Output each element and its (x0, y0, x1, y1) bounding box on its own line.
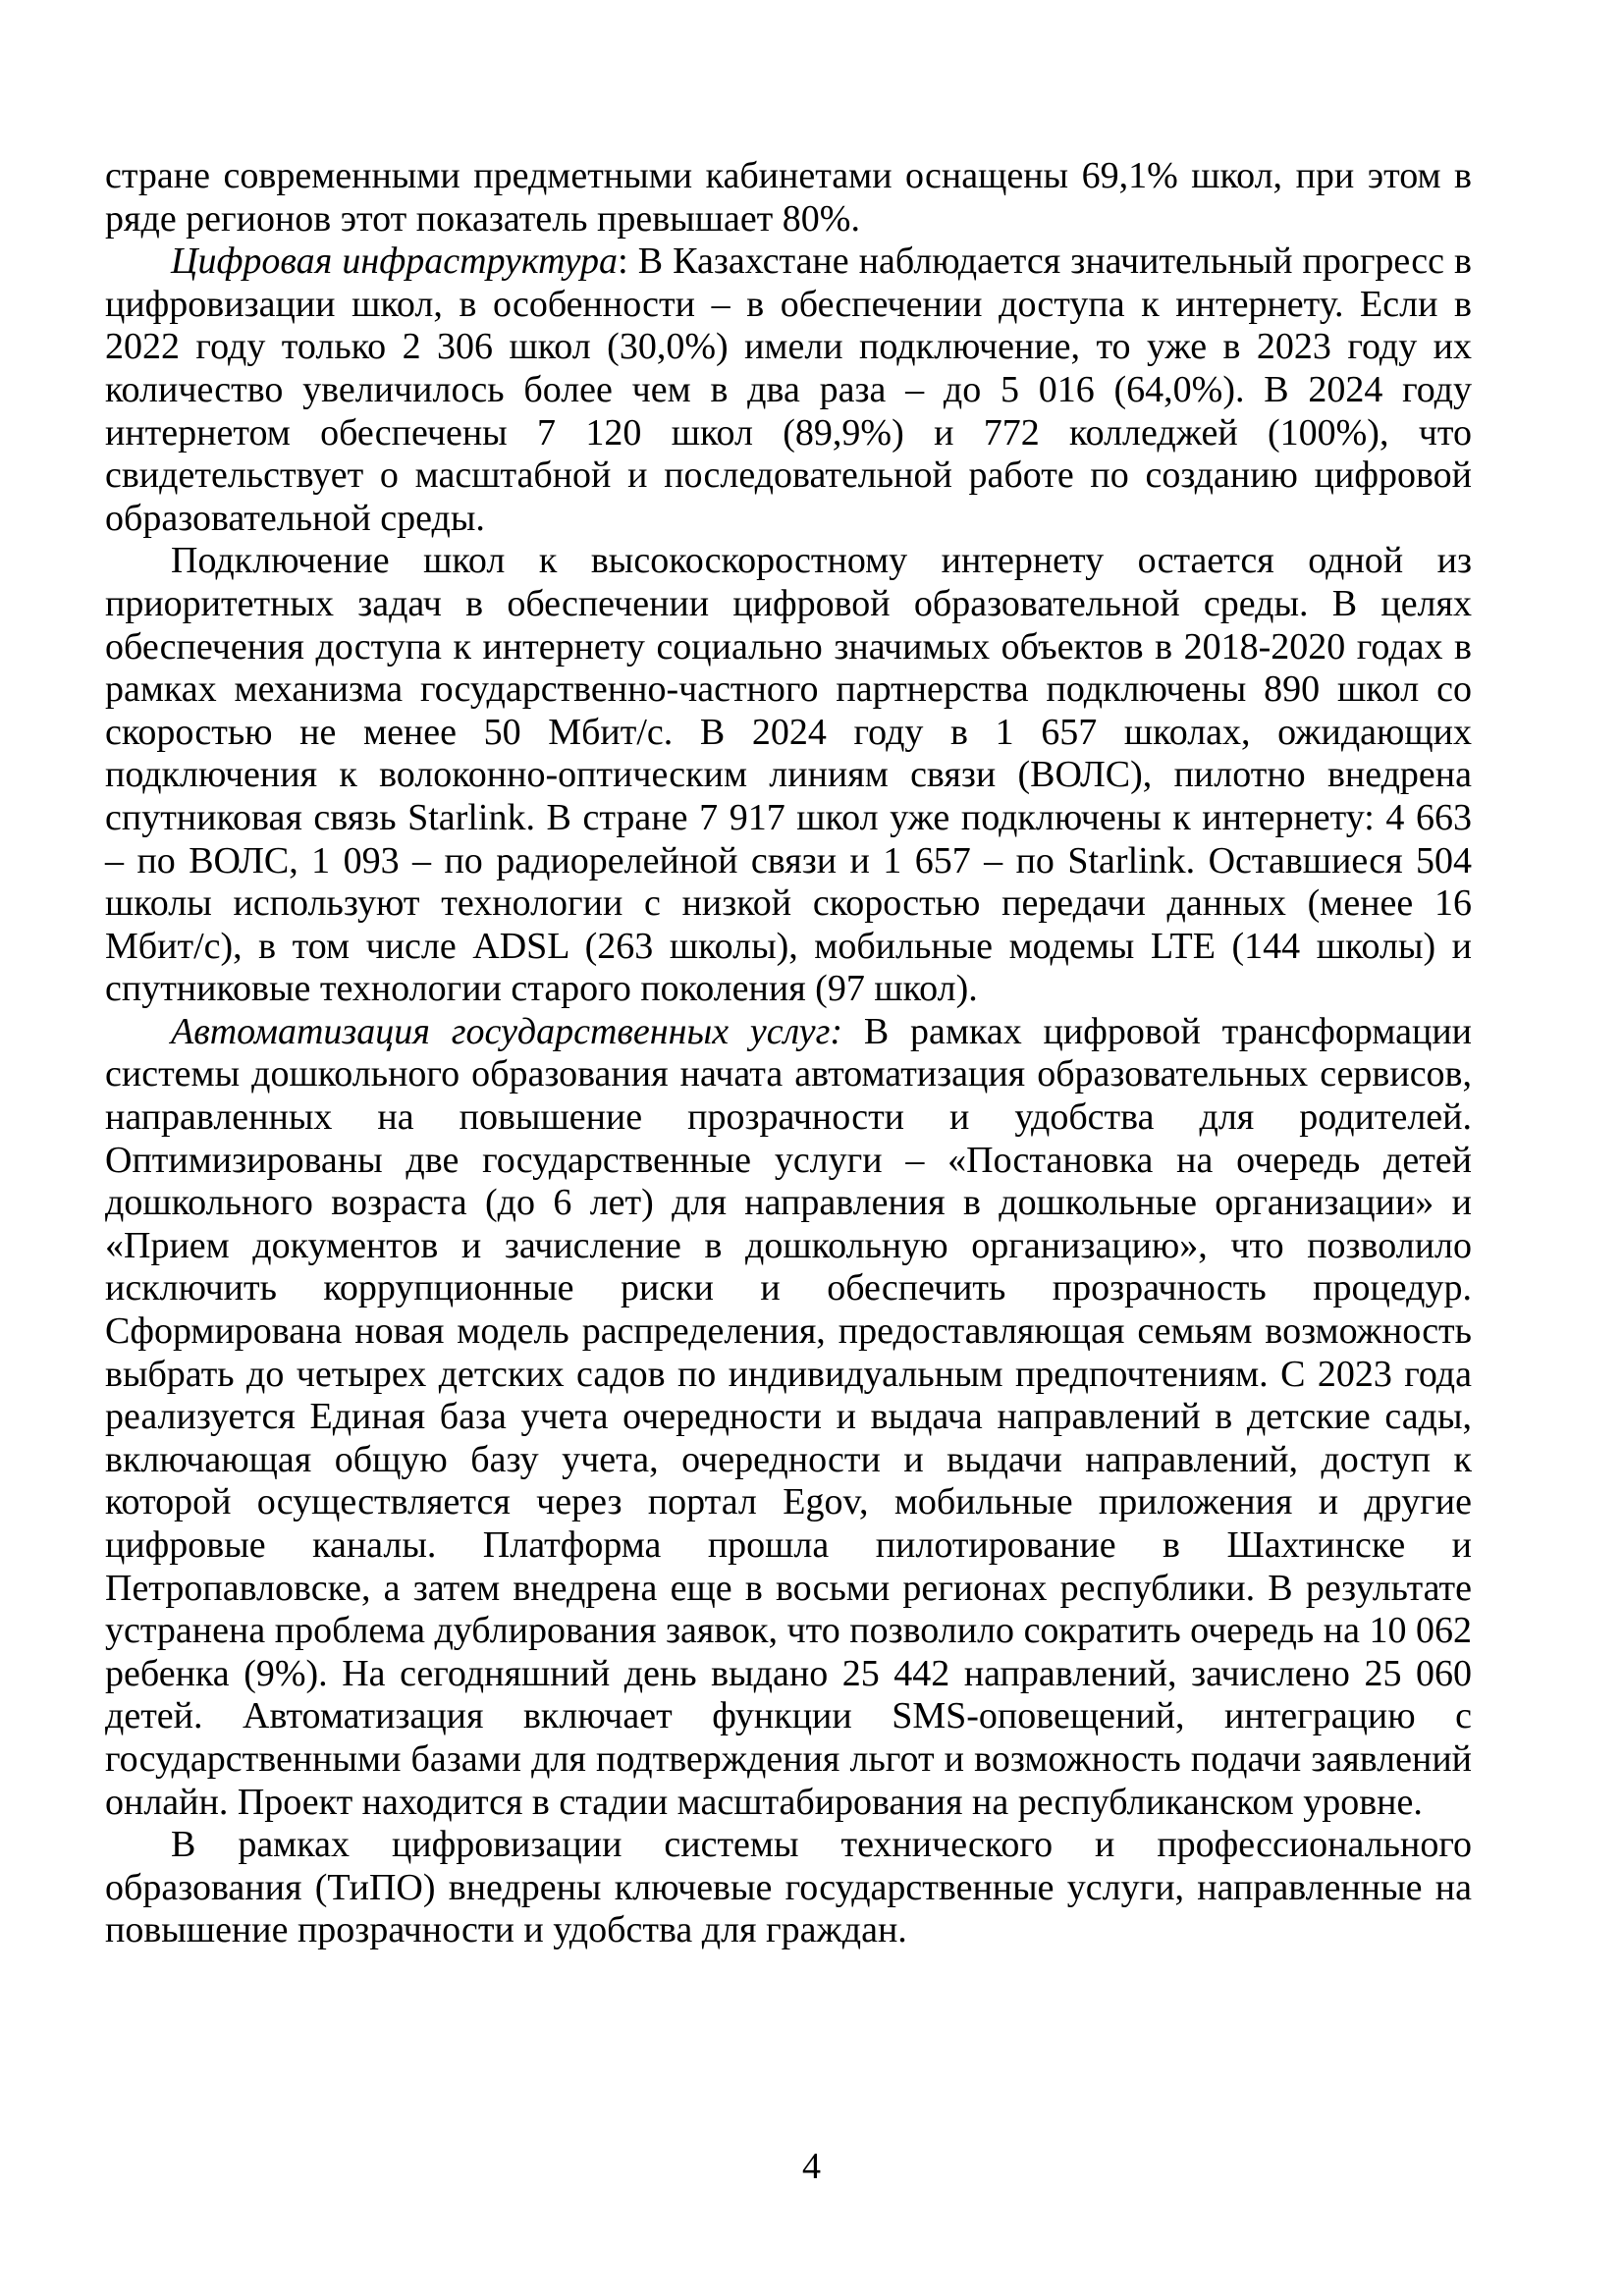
paragraph-lead-italic: Цифровая инфраструктура (171, 240, 619, 283)
paragraph-services-automation (105, 1011, 1472, 1824)
paragraph-text: : В Казахстане наблюдается значительный прогресс в цифровизации школ, в особенности – в обеспечении доступа к интернету. Если в 2022 году только 2 306 школ (30,0%) имели подключение, то уже в 2023 году их количество увеличилось более чем в два раза – до 5 016 (64,0%). В 2024 году интернетом обеспечены 7 120 школ (89,9%) и 772 колледжей (100%), что свидетельствует о масштабной и последовательной работе по созданию цифровой образовательной среды. (105, 240, 1472, 539)
page-body-text (105, 155, 1472, 1952)
paragraph-equipment-stats (105, 155, 1472, 240)
paragraph-text: В рамках цифровизации системы технического и профессионального образования (ТиПО) внедрены ключевые государственные услуги, направленные на повышение прозрачности и удобства для граждан. (105, 1824, 1472, 1951)
paragraph-internet-connection (105, 540, 1472, 1011)
page-number: 4 (802, 2146, 821, 2187)
paragraph-tipo-digitalization (105, 1824, 1472, 1952)
paragraph-text: Подключение школ к высокоскоростному интернету остается одной из приоритетных задач в обеспечении цифровой образовательной среды. В целях обеспечения доступа к интернету социально значимых объектов в 2018-2020 годах в рамках механизма государственно-частного партнерства подключены 890 школ со скоростью не менее 50 Мбит/с. В 2024 году в 1 657 школах, ожидающих подключения к волоконно-оптическим линиям связи (ВОЛС), пилотно внедрена спутниковая связь Starlink. В стране 7 917 школ уже подключены к интернету: 4 663 – по ВОЛС, 1 093 – по радиорелейной связи и 1 657 – по Starlink. Оставшиеся 504 школы используют технологии с низкой скоростью передачи данных (менее 16 Мбит/с), в том числе ADSL (263 школы), мобильные модемы LTE (144 школы) и спутниковые технологии старого поколения (97 школ). (105, 540, 1472, 1010)
paragraph-lead-italic: Автоматизация государственных услуг: (171, 1010, 843, 1052)
paragraph-text: В рамках цифровой трансформации системы дошкольного образования начата автоматизация образовательных сервисов, направленных на повышение прозрачности и удобства для родителей. Оптимизированы две государственные услуги – «Постановка на очередь детей дошкольного возраста (до 6 лет) для направления в дошкольные организации» и «Прием документов и зачисление в дошкольную организацию», что позволило исключить коррупционные риски и обеспечить прозрачность процедур. Сформирована новая модель распределения, предоставляющая семьям возможность выбрать до четырех детских садов по индивидуальным предпочтениям. С 2023 года реализуется Единая база учета очередности и выдача направлений в детские сады, включающая общую базу учета, очередности и выдачи направлений, доступ к которой осуществляется через портал Egov, мобильные приложения и другие цифровые каналы. Платформа прошла пилотирование в Шахтинске и Петропавловске, а затем внедрена еще в восьми регионах республики. В результате устранена проблема дублирования заявок, что позволило сократить очередь на 10 062 ребенка (9%). На сегодняшний день выдано 25 442 направлений, зачислено 25 060 детей. Автоматизация включает функции SMS-оповещений, интеграцию с государственными базами для подтверждения льгот и возможность подачи заявлений онлайн. Проект находится в стадии масштабирования на республиканском уровне. (105, 1010, 1472, 1823)
paragraph-text: стране современными предметными кабинетами оснащены 69,1% школ, при этом в ряде регионов этот показатель превышает 80%. (105, 155, 1472, 240)
paragraph-digital-infrastructure (105, 240, 1472, 540)
